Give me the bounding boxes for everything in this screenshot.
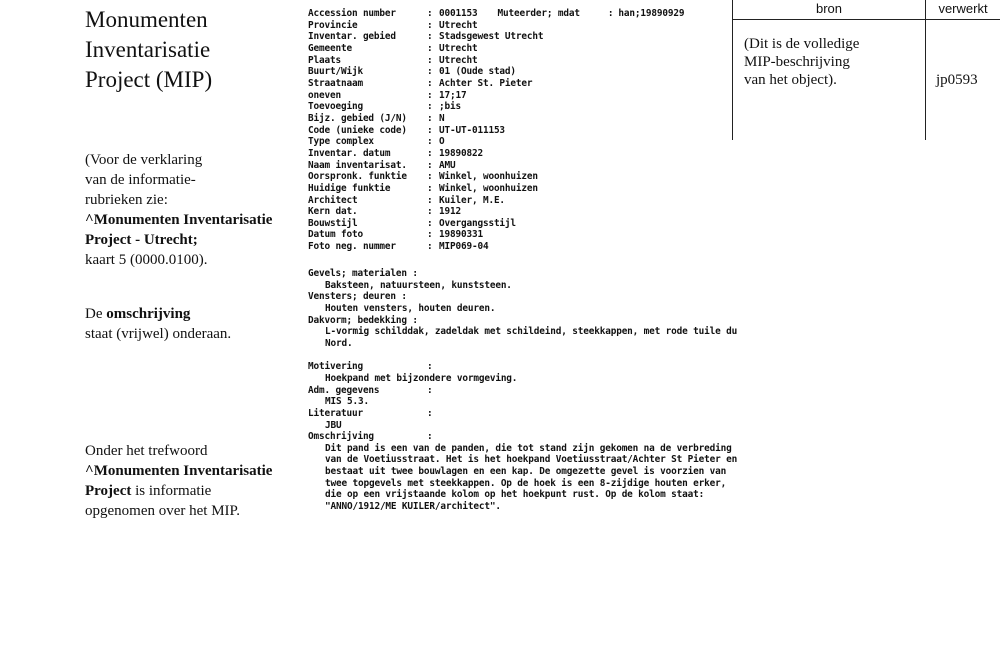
separator: : (427, 101, 433, 113)
panel-divider (732, 0, 733, 140)
keyword-link-continued[interactable]: Project (85, 483, 132, 499)
note-line: Project is informatie (85, 483, 212, 499)
processed-code: jp0593 (936, 72, 978, 88)
field-label-row: Omschrijving : (308, 431, 433, 443)
field-label: Architect (308, 194, 358, 206)
column-header-verwerkt: verwerkt (938, 1, 988, 16)
title-line: Project (MIP) (85, 67, 213, 92)
field-value: AMU (439, 159, 456, 171)
field-label: Naam inventarisat. (308, 159, 407, 171)
page-title (85, 5, 305, 95)
field-label: Gevels; materialen : (308, 268, 418, 279)
omschrijving-line: bestaat uit twee bouwlagen en een kap. De omgezette gevel is voorzien van (325, 466, 727, 478)
field-label: Toevoeging (308, 101, 363, 113)
field-label: Buurt/Wijk (308, 66, 363, 78)
field-label-row: Literatuur : (308, 407, 433, 419)
record-field-row (308, 66, 728, 78)
field-label: Inventar. gebied (308, 31, 396, 43)
field-value: Achter St. Pieter (439, 77, 533, 89)
field-label: Inventar. datum (308, 147, 391, 159)
record-field-row (308, 206, 728, 218)
separator: : (427, 217, 433, 229)
record-description (308, 268, 828, 513)
record-field-row (308, 31, 728, 43)
field-value: JBU (325, 419, 342, 431)
note-line: van de informatie- (85, 172, 196, 188)
note-line: De omschrijving (85, 306, 191, 322)
source-line: MIP-beschrijving (744, 54, 850, 70)
field-label: Provincie (308, 19, 358, 31)
field-label: Huidige funktie (308, 182, 391, 194)
separator: : (427, 112, 433, 124)
mutator-value: han;19890929 (618, 8, 685, 19)
field-value: Kuiler, M.E. (439, 194, 505, 206)
field-value: 01 (Oude stad) (439, 66, 516, 78)
field-value: Baksteen, natuursteen, kunststeen. (325, 279, 512, 291)
separator: : (427, 431, 433, 443)
record-field-row (308, 218, 728, 230)
omschrijving-line: "ANNO/1912/ME KUILER/architect". (325, 501, 501, 513)
field-label: Kern dat. (308, 206, 358, 218)
separator: : (427, 31, 433, 43)
field-label: oneven (308, 89, 341, 101)
column-header-bron: bron (815, 1, 843, 16)
reference-link[interactable]: ^Monumenten Inventarisatie (85, 212, 273, 228)
field-label: Type complex (308, 136, 374, 148)
panel-header-divider (732, 19, 1000, 20)
omschrijving-text (308, 443, 828, 513)
field-label: Datum foto (308, 229, 363, 241)
note-line: staat (vrijwel) onderaan. (85, 326, 232, 342)
separator: : (427, 407, 433, 419)
note-line: Onder het trefwoord (85, 443, 208, 459)
description-location-note (85, 304, 310, 344)
separator: : (607, 8, 614, 19)
field-value: MIP069-04 (439, 241, 489, 253)
record-field-row (308, 171, 728, 183)
record-field-row (308, 241, 728, 253)
separator: : (427, 384, 433, 396)
field-label: Vensters; deuren : (308, 291, 407, 303)
source-note (744, 35, 924, 89)
omschrijving-line: Dit pand is een van de panden, die tot stand zijn gekomen na de verbreding (325, 442, 732, 454)
record-field-row (308, 160, 728, 172)
omschrijving-line: van de Voetiusstraat. Het is het hoekpand Voetiusstraat/Achter St Pieter en (325, 454, 738, 466)
record-field-row (308, 90, 728, 102)
mutator-label: Muteerder; mdat (497, 8, 580, 19)
field-value: Nord. (325, 337, 353, 349)
field-label: Plaats (308, 54, 341, 66)
field-value: Stadsgewest Utrecht (439, 31, 544, 43)
field-value: MIS 5.3. (325, 396, 369, 408)
field-value: Houten vensters, houten deuren. (325, 302, 496, 314)
field-label: Oorspronk. funktie (308, 171, 407, 183)
field-value: Utrecht (439, 19, 478, 31)
record-field-row (308, 8, 728, 20)
record-field-row (308, 113, 728, 125)
separator: : (427, 124, 433, 136)
field-label: Bouwstijl (308, 217, 358, 229)
title-line: Monumenten (85, 7, 208, 32)
source-line: (Dit is de volledige (744, 36, 860, 52)
panel-divider (925, 0, 926, 140)
note-line: kaart 5 (0000.0100). (85, 252, 208, 268)
separator: : (427, 171, 433, 183)
record-field-row (308, 78, 728, 90)
separator: : (427, 77, 433, 89)
source-line: van het object). (744, 72, 837, 88)
field-value: Utrecht (439, 54, 478, 66)
field-label: Bijz. gebied (J/N) (308, 112, 407, 124)
field-label: Accession number (308, 8, 396, 19)
separator: : (427, 159, 433, 171)
explanation-note (85, 150, 310, 270)
field-value: 19890331 (439, 229, 483, 241)
field-label: Gemeente (308, 42, 352, 54)
field-label-row: Motivering : (308, 361, 433, 373)
omschrijving-line: twee topgevels met steekkappen. Op de hoek is een 8-zijdige houten erker, (325, 477, 727, 489)
keyword-link[interactable]: ^Monumenten Inventarisatie (85, 463, 273, 479)
field-value: 0001153 (439, 8, 478, 19)
separator: : (427, 66, 433, 78)
record-field-row (308, 183, 728, 195)
separator: : (427, 89, 433, 101)
record-field-row (308, 136, 728, 148)
separator: : (427, 194, 433, 206)
record-field-row (308, 55, 728, 67)
record-fields (308, 8, 728, 253)
separator: : (427, 361, 433, 373)
field-value: Winkel, woonhuizen (439, 182, 538, 194)
separator: : (427, 42, 433, 54)
separator: : (427, 229, 433, 241)
record-field-row (308, 101, 728, 113)
field-label: Code (unieke code) (308, 124, 407, 136)
record-field-row (308, 195, 728, 207)
field-value: Hoekpand met bijzondere vormgeving. (325, 372, 518, 384)
field-label-row: Adm. gegevens : (308, 384, 433, 396)
field-value: Overgangsstijl (439, 217, 516, 229)
field-label: Dakvorm; bedekking : (308, 314, 418, 326)
separator: : (427, 206, 433, 218)
separator: : (427, 147, 433, 159)
separator: : (427, 241, 433, 253)
separator: : (427, 182, 433, 194)
note-line: (Voor de verklaring (85, 152, 203, 168)
record-field-row (308, 43, 728, 55)
field-value: ;bis (439, 101, 461, 113)
keyword-note (85, 441, 310, 521)
field-value: 19890822 (439, 147, 483, 159)
record-field-row (308, 229, 728, 241)
note-line: opgenomen over het MIP. (85, 503, 240, 519)
omschrijving-line: die op een vrijstaande kolom op het hoekpunt rust. Op de kolom staat: (325, 489, 705, 501)
field-value: O (439, 136, 445, 148)
field-label: Foto neg. nummer (308, 241, 396, 253)
separator: : (427, 136, 433, 148)
note-line: rubrieken zie: (85, 192, 168, 208)
record-field-row (308, 125, 728, 137)
record-field-row (308, 20, 728, 32)
field-value: Winkel, woonhuizen (439, 171, 538, 183)
field-value: UT-UT-011153 (439, 124, 505, 136)
field-value: Utrecht (439, 42, 478, 54)
separator: : (427, 8, 433, 19)
field-value: L-vormig schilddak, zadeldak met schildeind, steekkappen, met rode tuile du (325, 326, 738, 338)
title-line: Inventarisatie (85, 37, 211, 62)
record-field-row (308, 148, 728, 160)
field-value: 1912 (439, 206, 461, 218)
emphasis-term: omschrijving (106, 306, 191, 322)
field-value: 17;17 (439, 89, 467, 101)
separator: : (427, 19, 433, 31)
field-value: N (439, 112, 445, 124)
field-label: Straatnaam (308, 77, 363, 89)
reference-link-continued[interactable]: Project - Utrecht; (85, 232, 198, 248)
separator: : (427, 54, 433, 66)
